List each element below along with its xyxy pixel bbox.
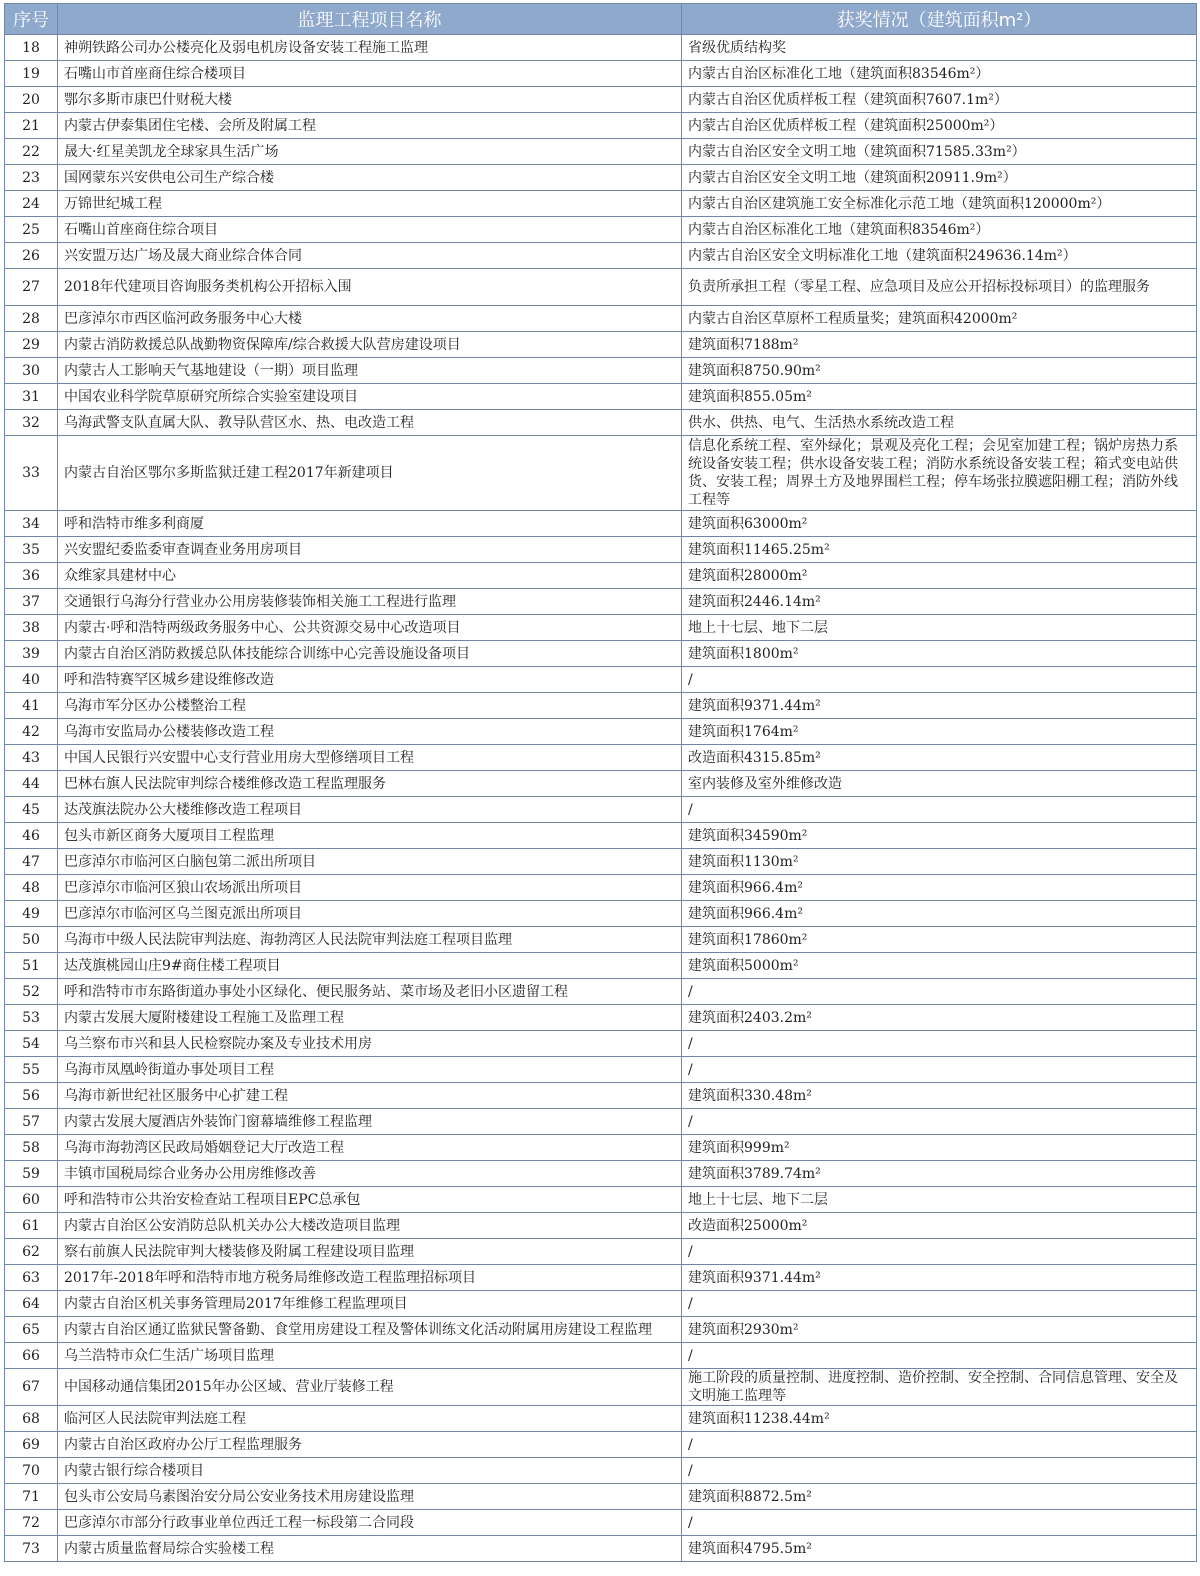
project-name-cell: 乌海市凤凰岭街道办事处项目工程: [58, 1057, 682, 1083]
award-cell: 内蒙古自治区草原杯工程质量奖；建筑面积42000m²: [682, 306, 1197, 332]
row-number: 24: [5, 191, 58, 217]
award-cell: 内蒙古自治区建筑施工安全标准化示范工地（建筑面积120000m²）: [682, 191, 1197, 217]
award-cell: /: [682, 979, 1197, 1005]
project-name-cell: 乌海市海勃湾区民政局婚姻登记大厅改造工程: [58, 1135, 682, 1161]
table-row: [5, 693, 1197, 719]
row-number: 60: [5, 1187, 58, 1213]
table-row: [5, 436, 1197, 511]
row-number: 43: [5, 745, 58, 771]
award-cell: 建筑面积11238.44m²: [682, 1406, 1197, 1432]
award-cell: /: [682, 1291, 1197, 1317]
table-row: [5, 410, 1197, 436]
project-name-cell: 内蒙古自治区通辽监狱民警备勤、食堂用房建设工程及警体训练文化活动附属用房建设工程监理: [58, 1317, 682, 1343]
project-name-cell: 万锦世纪城工程: [58, 191, 682, 217]
award-cell: 改造面积4315.85m²: [682, 745, 1197, 771]
row-number: 66: [5, 1343, 58, 1369]
row-number: 44: [5, 771, 58, 797]
row-number: 41: [5, 693, 58, 719]
award-cell: 建筑面积17860m²: [682, 927, 1197, 953]
row-number: 53: [5, 1005, 58, 1031]
row-number: 67: [5, 1369, 58, 1406]
row-number: 49: [5, 901, 58, 927]
award-cell: 建筑面积999m²: [682, 1135, 1197, 1161]
table-row: [5, 1135, 1197, 1161]
award-cell: 内蒙古自治区安全文明标准化工地（建筑面积249636.14m²）: [682, 243, 1197, 269]
award-cell: 建筑面积63000m²: [682, 511, 1197, 537]
row-number: 32: [5, 410, 58, 436]
award-cell: 建筑面积28000m²: [682, 563, 1197, 589]
project-name-cell: 内蒙古银行综合楼项目: [58, 1458, 682, 1484]
table-row: [5, 1369, 1197, 1406]
table-row: [5, 1343, 1197, 1369]
award-cell: /: [682, 1343, 1197, 1369]
project-name-cell: 神朔铁路公司办公楼亮化及弱电机房设备安装工程施工监理: [58, 35, 682, 61]
table-row: [5, 217, 1197, 243]
table-row: [5, 641, 1197, 667]
table-row: [5, 1265, 1197, 1291]
table-row: [5, 1187, 1197, 1213]
project-name-cell: 内蒙古自治区消防救援总队体技能综合训练中心完善设施设备项目: [58, 641, 682, 667]
row-number: 28: [5, 306, 58, 332]
row-number: 73: [5, 1536, 58, 1562]
award-cell: 建筑面积966.4m²: [682, 875, 1197, 901]
table-row: [5, 1109, 1197, 1135]
project-name-cell: 达茂旗法院办公大楼维修改造工程项目: [58, 797, 682, 823]
award-cell: /: [682, 1031, 1197, 1057]
table-row: [5, 1458, 1197, 1484]
award-cell: 建筑面积34590m²: [682, 823, 1197, 849]
header-award: 获奖情况（建筑面积m²）: [682, 4, 1197, 35]
project-name-cell: 呼和浩特市公共治安检查站工程项目EPC总承包: [58, 1187, 682, 1213]
table-row: [5, 113, 1197, 139]
project-name-cell: 兴安盟万达广场及晟大商业综合体合同: [58, 243, 682, 269]
award-cell: /: [682, 1057, 1197, 1083]
row-number: 39: [5, 641, 58, 667]
award-cell: 建筑面积3789.74m²: [682, 1161, 1197, 1187]
table-row: [5, 87, 1197, 113]
header-no: 序号: [5, 4, 58, 35]
row-number: 68: [5, 1406, 58, 1432]
project-name-cell: 内蒙古自治区政府办公厅工程监理服务: [58, 1432, 682, 1458]
table-row: [5, 823, 1197, 849]
award-cell: 内蒙古自治区安全文明工地（建筑面积71585.33m²）: [682, 139, 1197, 165]
table-row: [5, 358, 1197, 384]
award-cell: 建筑面积8872.5m²: [682, 1484, 1197, 1510]
award-cell: 建筑面积11465.25m²: [682, 537, 1197, 563]
project-name-cell: 巴彦淖尔市临河区乌兰图克派出所项目: [58, 901, 682, 927]
row-number: 20: [5, 87, 58, 113]
row-number: 69: [5, 1432, 58, 1458]
project-name-cell: 国网蒙东兴安供电公司生产综合楼: [58, 165, 682, 191]
row-number: 57: [5, 1109, 58, 1135]
award-cell: 施工阶段的质量控制、进度控制、造价控制、安全控制、合同信息管理、安全及文明施工监理等: [682, 1369, 1197, 1406]
project-name-cell: 交通银行乌海分行营业办公用房装修装饰相关施工工程进行监理: [58, 589, 682, 615]
project-name-cell: 兴安盟纪委监委审查调查业务用房项目: [58, 537, 682, 563]
row-number: 37: [5, 589, 58, 615]
table-row: [5, 1536, 1197, 1562]
award-cell: 建筑面积2446.14m²: [682, 589, 1197, 615]
table-row: [5, 139, 1197, 165]
award-cell: 建筑面积1764m²: [682, 719, 1197, 745]
project-name-cell: 乌兰浩特市众仁生活广场项目监理: [58, 1343, 682, 1369]
header-project-name: 监理工程项目名称: [58, 4, 682, 35]
table-body: [5, 35, 1197, 1562]
award-cell: 建筑面积855.05m²: [682, 384, 1197, 410]
award-cell: 建筑面积9371.44m²: [682, 1265, 1197, 1291]
row-number: 64: [5, 1291, 58, 1317]
table-row: [5, 511, 1197, 537]
table-row: [5, 719, 1197, 745]
project-name-cell: 乌海市中级人民法院审判法庭、海勃湾区人民法院审判法庭工程项目监理: [58, 927, 682, 953]
row-number: 23: [5, 165, 58, 191]
project-name-cell: 巴林右旗人民法院审判综合楼维修改造工程监理服务: [58, 771, 682, 797]
project-name-cell: 内蒙古质量监督局综合实验楼工程: [58, 1536, 682, 1562]
row-number: 61: [5, 1213, 58, 1239]
row-number: 31: [5, 384, 58, 410]
table-header-row: [5, 4, 1197, 35]
award-cell: 内蒙古自治区安全文明工地（建筑面积20911.9m²）: [682, 165, 1197, 191]
project-name-cell: 巴彦淖尔市部分行政事业单位西迁工程一标段第二合同段: [58, 1510, 682, 1536]
project-name-cell: 内蒙古自治区鄂尔多斯监狱迁建工程2017年新建项目: [58, 436, 682, 511]
award-cell: 内蒙古自治区优质样板工程（建筑面积7607.1m²）: [682, 87, 1197, 113]
table-row: [5, 1510, 1197, 1536]
project-name-cell: 2018年代建项目咨询服务类机构公开招标入围: [58, 269, 682, 306]
row-number: 58: [5, 1135, 58, 1161]
project-name-cell: 晟大·红星美凯龙全球家具生活广场: [58, 139, 682, 165]
project-name-cell: 内蒙古发展大厦附楼建设工程施工及监理工程: [58, 1005, 682, 1031]
table-row: [5, 1432, 1197, 1458]
table-row: [5, 1484, 1197, 1510]
project-name-cell: 达茂旗桃园山庄9#商住楼工程项目: [58, 953, 682, 979]
award-cell: 室内装修及室外维修改造: [682, 771, 1197, 797]
row-number: 51: [5, 953, 58, 979]
award-cell: 建筑面积8750.90m²: [682, 358, 1197, 384]
award-cell: /: [682, 1109, 1197, 1135]
award-cell: 建筑面积2403.2m²: [682, 1005, 1197, 1031]
table-row: [5, 35, 1197, 61]
project-name-cell: 呼和浩特市市东路街道办事处小区绿化、便民服务站、菜市场及老旧小区遗留工程: [58, 979, 682, 1005]
award-cell: 信息化系统工程、室外绿化；景观及亮化工程；会见室加建工程；锅炉房热力系统设备安装工程；供水设备安装工程；消防水系统设备安装工程；箱式变电站供货、安装工程；周界土方及地界围栏工程；停车场张拉膜遮阳棚工程；消防外线工程等: [682, 436, 1197, 511]
project-name-cell: 鄂尔多斯市康巴什财税大楼: [58, 87, 682, 113]
row-number: 29: [5, 332, 58, 358]
row-number: 71: [5, 1484, 58, 1510]
row-number: 47: [5, 849, 58, 875]
table-row: [5, 269, 1197, 306]
row-number: 70: [5, 1458, 58, 1484]
award-cell: 建筑面积2930m²: [682, 1317, 1197, 1343]
table-row: [5, 1161, 1197, 1187]
table-row: [5, 1005, 1197, 1031]
row-number: 22: [5, 139, 58, 165]
table-row: [5, 1291, 1197, 1317]
project-name-cell: 内蒙古人工影响天气基地建设（一期）项目监理: [58, 358, 682, 384]
table-row: [5, 1239, 1197, 1265]
table-row: [5, 1031, 1197, 1057]
table-row: [5, 61, 1197, 87]
project-name-cell: 乌海武警支队直属大队、教导队营区水、热、电改造工程: [58, 410, 682, 436]
project-name-cell: 内蒙古发展大厦酒店外装饰门窗幕墙维修工程监理: [58, 1109, 682, 1135]
award-cell: /: [682, 1510, 1197, 1536]
table-row: [5, 243, 1197, 269]
award-cell: 建筑面积330.48m²: [682, 1083, 1197, 1109]
award-cell: 建筑面积1130m²: [682, 849, 1197, 875]
table-row: [5, 1213, 1197, 1239]
project-name-cell: 众维家具建材中心: [58, 563, 682, 589]
table-row: [5, 901, 1197, 927]
table-row: [5, 384, 1197, 410]
table-row: [5, 165, 1197, 191]
row-number: 54: [5, 1031, 58, 1057]
award-cell: 地上十七层、地下二层: [682, 1187, 1197, 1213]
table-row: [5, 745, 1197, 771]
project-name-cell: 石嘴山首座商住综合项目: [58, 217, 682, 243]
table-row: [5, 306, 1197, 332]
project-name-cell: 中国人民银行兴安盟中心支行营业用房大型修缮项目工程: [58, 745, 682, 771]
row-number: 46: [5, 823, 58, 849]
award-cell: 建筑面积4795.5m²: [682, 1536, 1197, 1562]
row-number: 38: [5, 615, 58, 641]
award-cell: /: [682, 1458, 1197, 1484]
project-name-cell: 2017年-2018年呼和浩特市地方税务局维修改造工程监理招标项目: [58, 1265, 682, 1291]
row-number: 63: [5, 1265, 58, 1291]
row-number: 55: [5, 1057, 58, 1083]
project-name-cell: 内蒙古消防救援总队战勤物资保障库/综合救援大队营房建设项目: [58, 332, 682, 358]
project-name-cell: 巴彦淖尔市西区临河政务服务中心大楼: [58, 306, 682, 332]
row-number: 72: [5, 1510, 58, 1536]
row-number: 59: [5, 1161, 58, 1187]
award-cell: 建筑面积9371.44m²: [682, 693, 1197, 719]
row-number: 21: [5, 113, 58, 139]
project-name-cell: 巴彦淖尔市临河区狼山农场派出所项目: [58, 875, 682, 901]
project-name-cell: 内蒙古·呼和浩特两级政务服务中心、公共资源交易中心改造项目: [58, 615, 682, 641]
project-name-cell: 呼和浩特市维多利商厦: [58, 511, 682, 537]
table-row: [5, 563, 1197, 589]
table-row: [5, 875, 1197, 901]
row-number: 65: [5, 1317, 58, 1343]
table-row: [5, 1406, 1197, 1432]
award-cell: /: [682, 797, 1197, 823]
row-number: 40: [5, 667, 58, 693]
award-cell: 建筑面积5000m²: [682, 953, 1197, 979]
row-number: 25: [5, 217, 58, 243]
project-name-cell: 乌兰察布市兴和县人民检察院办案及专业技术用房: [58, 1031, 682, 1057]
project-name-cell: 内蒙古伊泰集团住宅楼、会所及附属工程: [58, 113, 682, 139]
row-number: 52: [5, 979, 58, 1005]
project-name-cell: 巴彦淖尔市临河区白脑包第二派出所项目: [58, 849, 682, 875]
project-name-cell: 临河区人民法院审判法庭工程: [58, 1406, 682, 1432]
row-number: 30: [5, 358, 58, 384]
project-name-cell: 中国移动通信集团2015年办公区域、营业厅装修工程: [58, 1369, 682, 1406]
project-name-cell: 丰镇市国税局综合业务办公用房维修改善: [58, 1161, 682, 1187]
row-number: 34: [5, 511, 58, 537]
award-cell: /: [682, 667, 1197, 693]
award-cell: 建筑面积7188m²: [682, 332, 1197, 358]
table-row: [5, 797, 1197, 823]
row-number: 26: [5, 243, 58, 269]
row-number: 18: [5, 35, 58, 61]
project-name-cell: 呼和浩特赛罕区城乡建设维修改造: [58, 667, 682, 693]
page: [4, 3, 1197, 1562]
row-number: 42: [5, 719, 58, 745]
table-row: [5, 191, 1197, 217]
project-name-cell: 中国农业科学院草原研究所综合实验室建设项目: [58, 384, 682, 410]
table-row: [5, 1083, 1197, 1109]
project-name-cell: 内蒙古自治区公安消防总队机关办公大楼改造项目监理: [58, 1213, 682, 1239]
project-name-cell: 察右前旗人民法院审判大楼装修及附属工程建设项目监理: [58, 1239, 682, 1265]
table-row: [5, 667, 1197, 693]
award-cell: 改造面积25000m²: [682, 1213, 1197, 1239]
table-row: [5, 1057, 1197, 1083]
table-row: [5, 589, 1197, 615]
table-row: [5, 927, 1197, 953]
row-number: 19: [5, 61, 58, 87]
table-row: [5, 537, 1197, 563]
row-number: 48: [5, 875, 58, 901]
award-cell: 内蒙古自治区标准化工地（建筑面积83546m²）: [682, 217, 1197, 243]
award-cell: 内蒙古自治区标准化工地（建筑面积83546m²）: [682, 61, 1197, 87]
table-row: [5, 615, 1197, 641]
award-cell: 内蒙古自治区优质样板工程（建筑面积25000m²）: [682, 113, 1197, 139]
row-number: 35: [5, 537, 58, 563]
row-number: 62: [5, 1239, 58, 1265]
table-row: [5, 771, 1197, 797]
award-cell: 建筑面积1800m²: [682, 641, 1197, 667]
table-row: [5, 953, 1197, 979]
row-number: 36: [5, 563, 58, 589]
award-cell: 供水、供热、电气、生活热水系统改造工程: [682, 410, 1197, 436]
row-number: 45: [5, 797, 58, 823]
row-number: 33: [5, 436, 58, 511]
project-name-cell: 乌海市军分区办公楼整治工程: [58, 693, 682, 719]
award-cell: 地上十七层、地下二层: [682, 615, 1197, 641]
award-cell: 省级优质结构奖: [682, 35, 1197, 61]
award-cell: 建筑面积966.4m²: [682, 901, 1197, 927]
row-number: 50: [5, 927, 58, 953]
row-number: 27: [5, 269, 58, 306]
table-row: [5, 979, 1197, 1005]
award-cell: 负责所承担工程（零星工程、应急项目及应公开招标投标项目）的监理服务: [682, 269, 1197, 306]
project-table: [4, 3, 1197, 1562]
project-name-cell: 乌海市新世纪社区服务中心扩建工程: [58, 1083, 682, 1109]
project-name-cell: 乌海市安监局办公楼装修改造工程: [58, 719, 682, 745]
project-name-cell: 内蒙古自治区机关事务管理局2017年维修工程监理项目: [58, 1291, 682, 1317]
project-name-cell: 包头市新区商务大厦项目工程监理: [58, 823, 682, 849]
row-number: 56: [5, 1083, 58, 1109]
award-cell: /: [682, 1432, 1197, 1458]
project-name-cell: 包头市公安局乌素图治安分局公安业务技术用房建设监理: [58, 1484, 682, 1510]
table-row: [5, 849, 1197, 875]
project-name-cell: 石嘴山市首座商住综合楼项目: [58, 61, 682, 87]
table-row: [5, 332, 1197, 358]
award-cell: /: [682, 1239, 1197, 1265]
table-row: [5, 1317, 1197, 1343]
